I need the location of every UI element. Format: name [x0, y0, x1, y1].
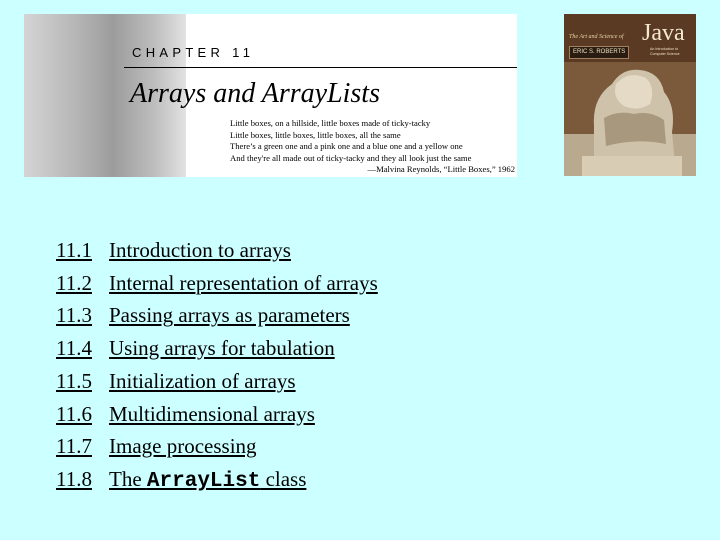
cover-subtitle: The Art and Science of: [569, 34, 624, 40]
title-rule: [124, 67, 517, 68]
book-cover-image: [564, 14, 696, 176]
toc-number: 11.3: [56, 303, 92, 328]
toc-item[interactable]: [56, 299, 378, 332]
toc-label: Multidimensional arrays: [109, 401, 315, 426]
epigraph-line: There’s a green one and a pink one and a blue one and a yellow one: [230, 141, 463, 151]
toc-label: Using arrays for tabulation: [109, 336, 335, 361]
toc-label: [109, 463, 306, 499]
epigraph-line: And they're all made out of ticky-tacky and they all look just the same: [230, 152, 472, 163]
chapter-title: Arrays and ArrayLists: [130, 78, 380, 109]
toc-label: Initialization of arrays: [109, 368, 296, 393]
toc-item[interactable]: [56, 365, 378, 398]
cover-tagline: An Introduction to Computer Science: [650, 47, 680, 56]
toc-number: 11.7: [56, 434, 92, 459]
toc-item[interactable]: [56, 398, 378, 431]
table-of-contents: [56, 234, 378, 499]
toc-label: Passing arrays as parameters: [109, 303, 350, 328]
epigraph-line: Little boxes, little boxes, little boxes, all the same: [230, 129, 401, 140]
toc-label: Internal representation of arrays: [109, 270, 378, 295]
epigraph-attribution: —Malvina Reynolds, “Little Boxes,” 1962: [367, 164, 515, 174]
toc-label-suffix: class: [260, 466, 307, 491]
toc-number: 11.8: [56, 466, 92, 491]
toc-item[interactable]: [56, 267, 378, 300]
toc-label: Introduction to arrays: [109, 238, 291, 262]
toc-label-code: ArrayList: [146, 469, 261, 493]
toc-number: 11.4: [56, 336, 92, 361]
cover-title: Java: [642, 20, 685, 46]
epigraph: [230, 118, 515, 176]
epigraph-line: Little boxes, on a hillside, little boxes made of ticky-tacky: [230, 118, 431, 128]
toc-item[interactable]: [56, 463, 378, 499]
toc-number: 11.2: [56, 270, 92, 295]
toc-label: Image processing: [109, 434, 257, 459]
toc-item[interactable]: [56, 332, 378, 365]
toc-item[interactable]: [56, 234, 378, 267]
toc-label-prefix: The: [109, 466, 147, 491]
toc-number: 11.1: [56, 238, 92, 262]
toc-item[interactable]: [56, 430, 378, 463]
toc-number: 11.5: [56, 368, 92, 393]
chapter-label: CHAPTER 11: [132, 45, 255, 60]
cover-author: ERIC S. ROBERTS: [569, 46, 629, 59]
chapter-header: [24, 14, 517, 177]
toc-number: 11.6: [56, 401, 92, 426]
